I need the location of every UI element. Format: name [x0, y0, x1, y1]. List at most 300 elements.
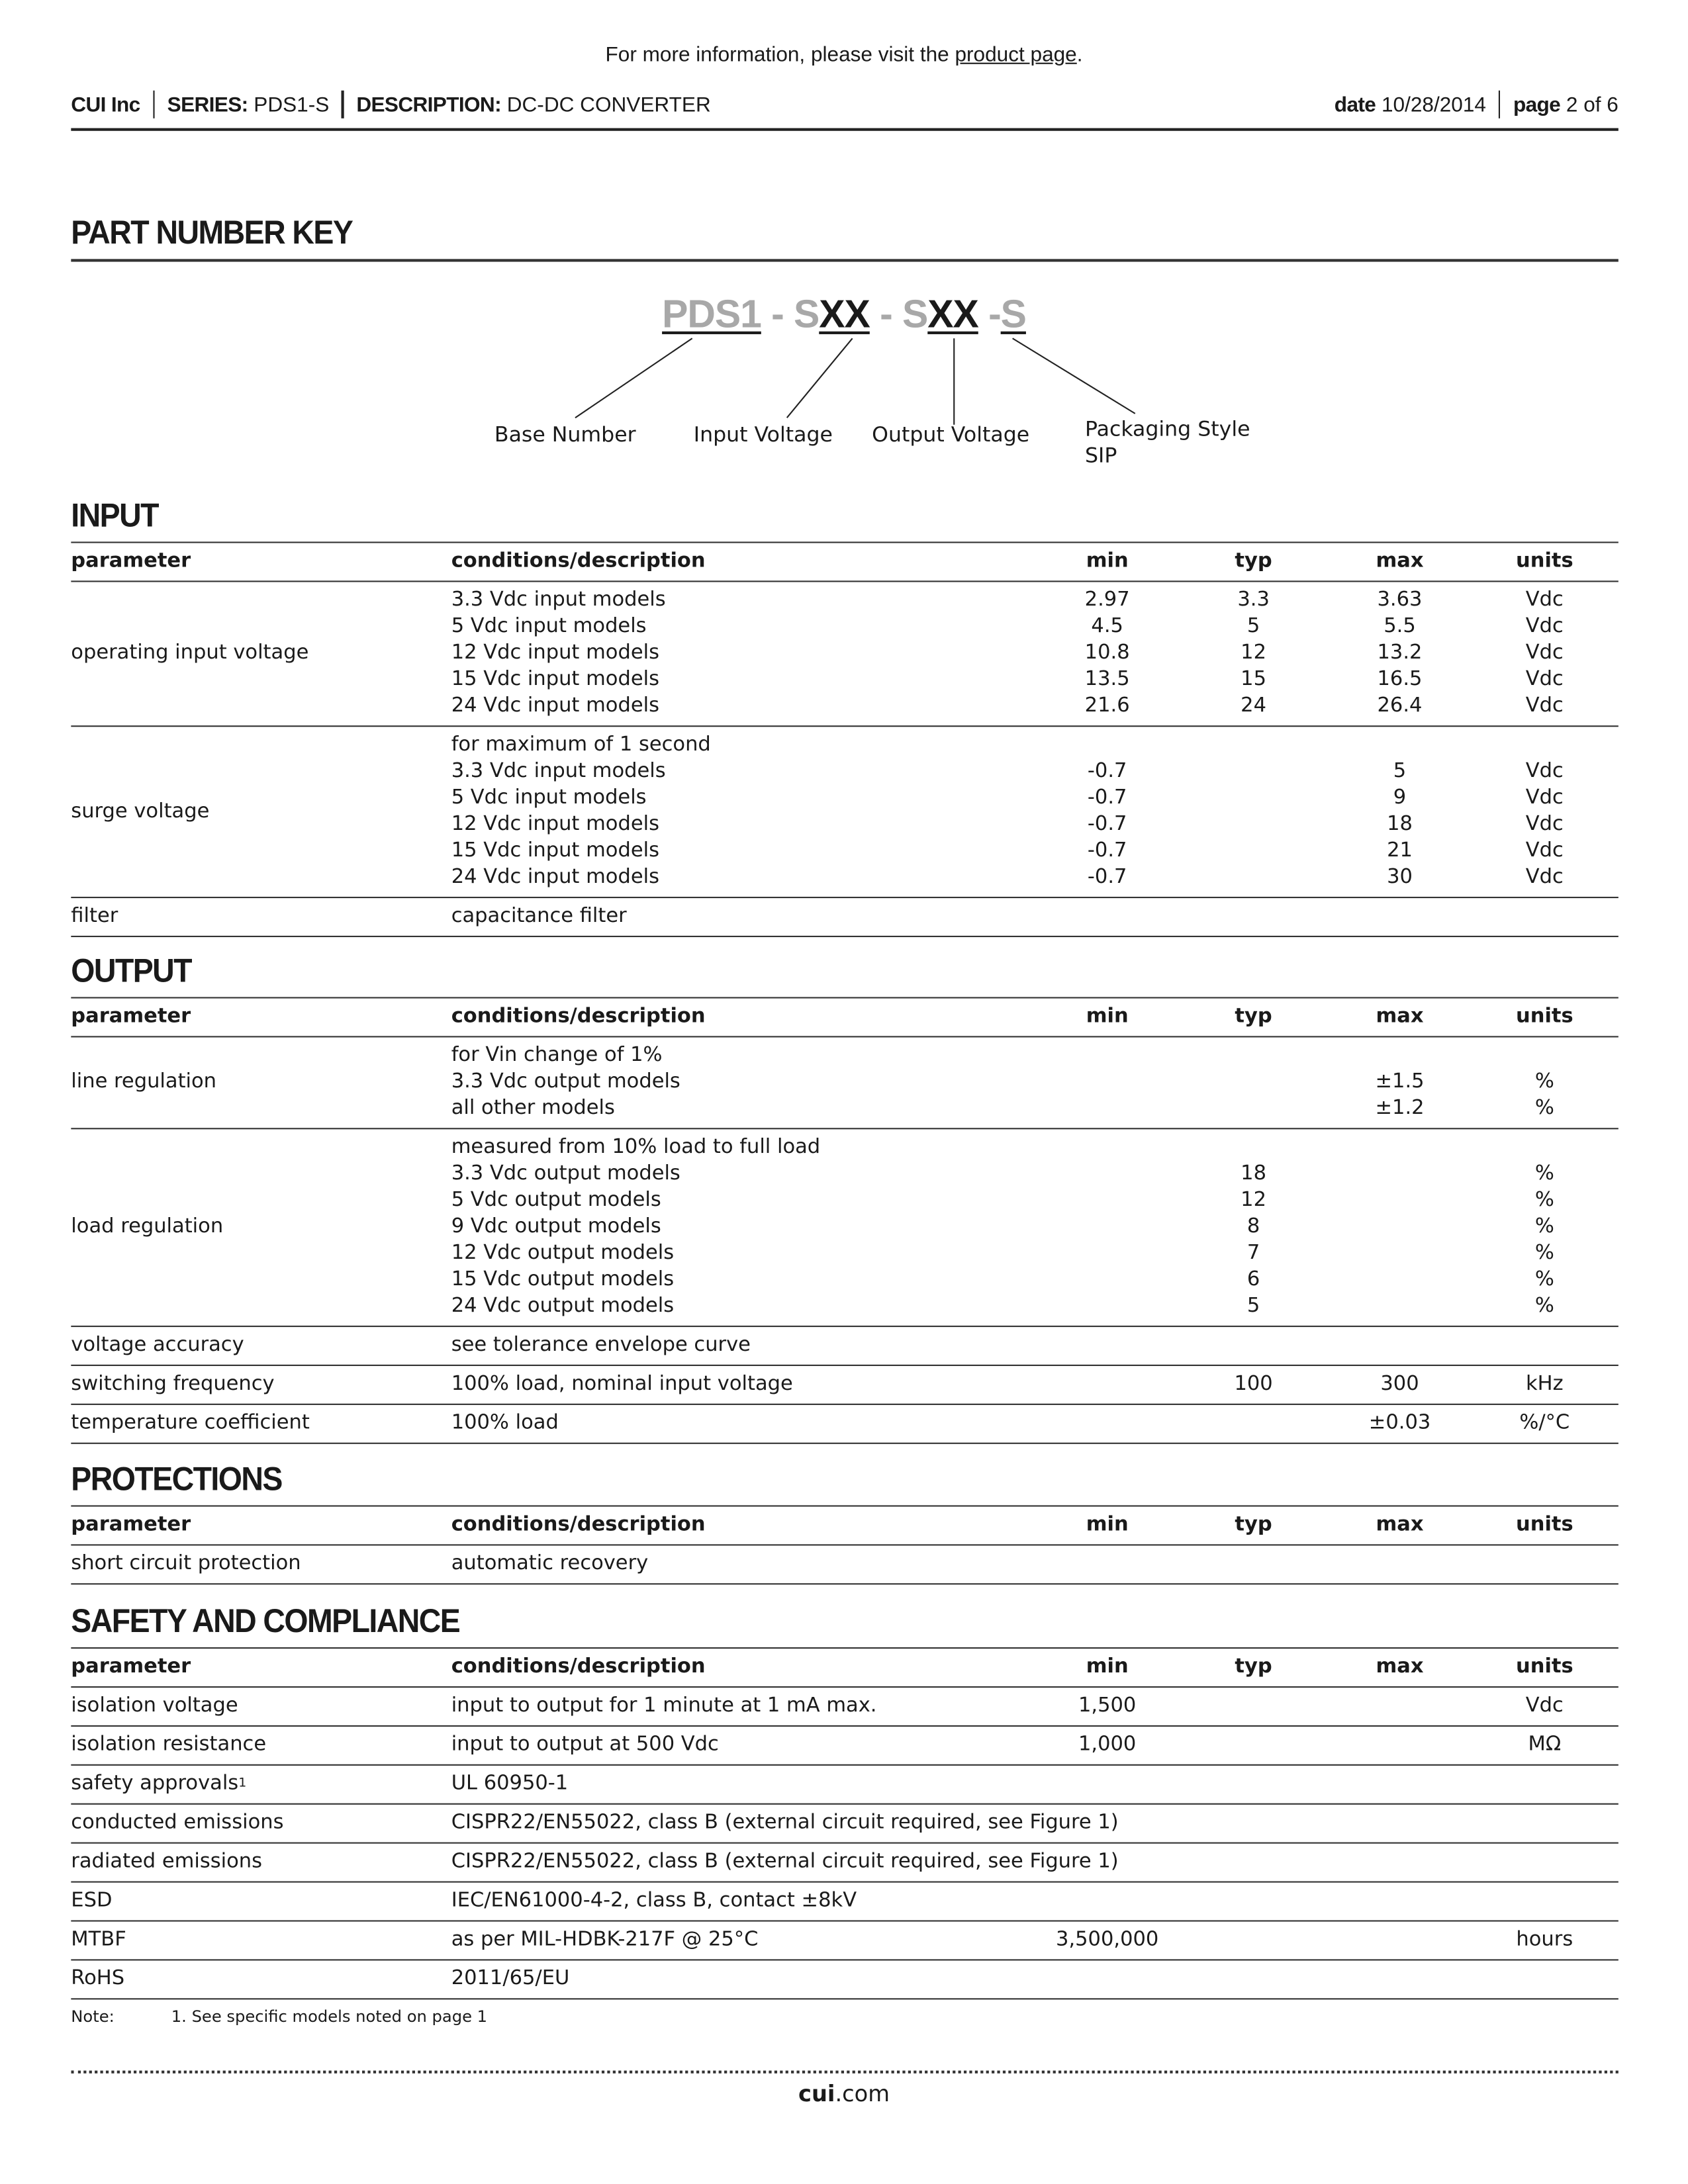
- column-header-conditions: conditions/description: [451, 550, 706, 572]
- cell-typ: [1178, 812, 1329, 839]
- cell-max: 300: [1380, 1373, 1419, 1396]
- condition-line: [451, 786, 1618, 812]
- cell-typ: 5: [1246, 615, 1260, 638]
- pn-input: XX: [819, 292, 870, 336]
- cell-conditions: 5 Vdc input models: [451, 615, 647, 638]
- table-row: [71, 1960, 1618, 1999]
- condition-line: [451, 641, 1618, 667]
- cell-units: [1471, 1888, 1618, 1915]
- cell-typ: [1178, 1096, 1329, 1122]
- row-lines: [451, 1732, 1618, 1758]
- cell-typ: [1178, 1771, 1329, 1797]
- cell-units: Vdc: [1525, 694, 1564, 717]
- cell-conditions: for Vin change of 1%: [451, 1044, 663, 1067]
- cell-min: 4.5: [1091, 615, 1123, 638]
- cell-typ: [1178, 1810, 1329, 1837]
- pn-dash: -: [761, 292, 794, 336]
- cell-typ: [1178, 1966, 1329, 1993]
- table-row: [71, 1883, 1618, 1922]
- footer-com: .com: [835, 2080, 890, 2107]
- cell-conditions: capacitance filter: [451, 905, 627, 928]
- column-header-max: max: [1376, 1655, 1424, 1678]
- cell-typ: [1178, 865, 1329, 891]
- parameter-name: switching frequency: [71, 1373, 275, 1396]
- condition-line: [451, 1161, 1618, 1188]
- cell-units: Vdc: [1525, 760, 1564, 783]
- cell-min: 10.8: [1084, 641, 1130, 664]
- column-header-min: min: [1086, 550, 1129, 572]
- condition-line: [451, 1693, 1618, 1719]
- cell-max: [1329, 1771, 1471, 1797]
- condition-line: [451, 1371, 1618, 1398]
- cell-min: [1036, 903, 1178, 930]
- cell-typ: [1178, 1927, 1329, 1954]
- condition-line: [451, 1927, 1618, 1954]
- row-lines: [451, 1771, 1618, 1797]
- cell-max: 3.63: [1377, 588, 1423, 612]
- cell-min: [1036, 1188, 1178, 1214]
- series-value: PDS1-S: [254, 92, 330, 116]
- cell-min: 3,500,000: [1056, 1929, 1159, 1951]
- leader-line-base: [575, 338, 692, 418]
- parameter-cell: [71, 1410, 451, 1437]
- cell-typ: 100: [1234, 1373, 1273, 1396]
- condition-line: [451, 667, 1618, 694]
- leader-line-input: [787, 338, 853, 418]
- section-title: PROTECTIONS: [71, 1461, 282, 1498]
- cell-min: -0.7: [1087, 866, 1127, 889]
- cell-min: [1036, 1043, 1178, 1069]
- cell-min: -0.7: [1087, 839, 1127, 862]
- cell-units: hours: [1516, 1929, 1573, 1951]
- row-lines: [451, 1410, 1618, 1437]
- parameter-cell: [71, 1849, 451, 1876]
- note: [71, 2007, 487, 2026]
- column-header-parameter: parameter: [71, 1655, 191, 1678]
- description-value: DC-DC CONVERTER: [506, 92, 711, 116]
- cell-max: ±1.2: [1375, 1097, 1425, 1120]
- date-value: 10/28/2014: [1381, 92, 1486, 116]
- condition-line: [451, 839, 1618, 865]
- label-packaging-style: Packaging Style: [1085, 416, 1250, 441]
- row-lines: [451, 1043, 1618, 1122]
- cell-conditions: 3.3 Vdc output models: [451, 1162, 680, 1185]
- table-row: [71, 1727, 1618, 1766]
- cell-min: -0.7: [1087, 786, 1127, 809]
- cell-units: [1471, 1043, 1618, 1069]
- cell-min: 21.6: [1084, 694, 1130, 717]
- column-headers: [451, 1512, 1618, 1539]
- row-lines: [451, 1371, 1618, 1398]
- cell-typ: 5: [1246, 1295, 1260, 1318]
- condition-line: [451, 1069, 1618, 1096]
- cell-typ: 8: [1246, 1215, 1260, 1238]
- cell-max: 13.2: [1377, 641, 1423, 664]
- cell-max: 26.4: [1377, 694, 1423, 717]
- cell-min: [1036, 1551, 1178, 1578]
- table-row: [71, 898, 1618, 937]
- condition-line: [451, 1188, 1618, 1214]
- table-row: [71, 582, 1618, 727]
- cell-conditions: UL 60950-1: [451, 1772, 569, 1796]
- cell-min: 2.97: [1084, 588, 1130, 612]
- product-page-link[interactable]: product page: [955, 43, 1077, 67]
- table-row: [71, 1037, 1618, 1129]
- condition-line: [451, 1135, 1618, 1161]
- cell-max: [1329, 1267, 1471, 1294]
- row-lines: [451, 1810, 1618, 1837]
- column-header-parameter: parameter: [71, 1005, 191, 1028]
- cell-typ: [1178, 1888, 1329, 1915]
- parameter-name: operating input voltage: [71, 641, 309, 664]
- cell-min: [1036, 1241, 1178, 1267]
- pn-dash: -: [869, 292, 902, 336]
- cell-typ: 12: [1241, 1189, 1266, 1212]
- column-header-parameter: parameter: [71, 1514, 191, 1536]
- cell-typ: 15: [1241, 668, 1266, 691]
- cell-units: [1471, 1810, 1618, 1837]
- cell-conditions: CISPR22/EN55022, class B (external circuit required, see Figure 1): [451, 1850, 1119, 1873]
- cell-typ: [1178, 1043, 1329, 1069]
- condition-line: [451, 1267, 1618, 1294]
- condition-line: [451, 812, 1618, 839]
- parameter-cell: [71, 1966, 451, 1993]
- condition-line: [451, 1214, 1618, 1241]
- table-row: [71, 1366, 1618, 1405]
- cell-units: %: [1534, 1295, 1554, 1318]
- section-title: SAFETY AND COMPLIANCE: [71, 1602, 460, 1641]
- parameter-name: short circuit protection: [71, 1552, 301, 1575]
- cell-units: Vdc: [1525, 615, 1564, 638]
- table-row: [71, 1766, 1618, 1805]
- cell-units: Vdc: [1525, 866, 1564, 889]
- cell-min: [1036, 1888, 1178, 1915]
- cell-units: [1471, 903, 1618, 930]
- label-output-voltage: Output Voltage: [872, 422, 1030, 447]
- cell-max: 21: [1387, 839, 1413, 862]
- table-row: [71, 1844, 1618, 1883]
- parameter-cell: [71, 1333, 451, 1359]
- cell-min: [1036, 1267, 1178, 1294]
- cell-conditions: as per MIL-HDBK-217F @ 25°C: [451, 1929, 759, 1951]
- row-lines: [451, 733, 1618, 891]
- cell-max: 5.5: [1383, 615, 1416, 638]
- footer-dotted-rule: [71, 2071, 1618, 2073]
- cell-typ: 18: [1241, 1162, 1266, 1185]
- column-header-typ: typ: [1235, 550, 1272, 572]
- cell-max: [1329, 1241, 1471, 1267]
- leader-line-packaging: [1013, 338, 1135, 414]
- cell-min: [1036, 1810, 1178, 1837]
- cell-min: [1036, 1410, 1178, 1437]
- cell-units: Vdc: [1525, 839, 1564, 862]
- row-lines: [451, 1888, 1618, 1915]
- parameter-cell: [71, 903, 451, 930]
- cell-conditions: 12 Vdc input models: [451, 813, 660, 836]
- cell-typ: 3.3: [1237, 588, 1270, 612]
- page-label: page: [1513, 92, 1561, 116]
- cell-conditions: measured from 10% load to full load: [451, 1136, 821, 1159]
- cell-units: %: [1534, 1097, 1554, 1120]
- condition-line: [451, 614, 1618, 641]
- cell-max: [1329, 1161, 1471, 1188]
- condition-line: [451, 1849, 1618, 1876]
- cell-conditions: 3.3 Vdc input models: [451, 760, 666, 783]
- cell-conditions: 24 Vdc input models: [451, 866, 660, 889]
- cell-units: %: [1534, 1242, 1554, 1265]
- column-header-max: max: [1376, 550, 1424, 572]
- cell-conditions: automatic recovery: [451, 1552, 649, 1575]
- pn-packaging: S: [1000, 292, 1026, 336]
- parameter-name: RoHS: [71, 1967, 125, 1990]
- cell-max: 16.5: [1377, 668, 1423, 691]
- column-header-units: units: [1516, 1514, 1573, 1536]
- cell-max: [1329, 1966, 1471, 1993]
- cell-typ: [1178, 733, 1329, 759]
- condition-line: [451, 588, 1618, 614]
- cell-max: 30: [1387, 866, 1413, 889]
- spec-table: [71, 1647, 1618, 1999]
- condition-line: [451, 1551, 1618, 1578]
- column-headers: [451, 1655, 1618, 1681]
- footer-cui: cui: [798, 2080, 835, 2107]
- cell-min: [1036, 1135, 1178, 1161]
- condition-line: [451, 1333, 1618, 1359]
- cell-typ: 12: [1241, 641, 1266, 664]
- row-lines: [451, 1927, 1618, 1954]
- cell-units: [1471, 1333, 1618, 1359]
- row-lines: [451, 1551, 1618, 1578]
- cell-typ: [1178, 786, 1329, 812]
- cell-units: %: [1534, 1215, 1554, 1238]
- cell-min: [1036, 1333, 1178, 1359]
- cell-max: [1329, 1732, 1471, 1758]
- cell-units: Vdc: [1525, 813, 1564, 836]
- cell-max: [1329, 1810, 1471, 1837]
- parameter-cell: [71, 733, 451, 891]
- label-packaging-sip: SIP: [1085, 443, 1117, 468]
- cell-typ: [1178, 1333, 1329, 1359]
- series-label: SERIES:: [167, 92, 248, 116]
- company-name: CUI Inc: [71, 92, 140, 116]
- cell-units: Vdc: [1525, 588, 1564, 612]
- cell-max: [1329, 1888, 1471, 1915]
- cell-units: %: [1534, 1162, 1554, 1185]
- parameter-name: surge voltage: [71, 799, 210, 823]
- cell-typ: [1178, 1135, 1329, 1161]
- cell-units: %/°C: [1519, 1412, 1570, 1435]
- parameter-name: voltage accuracy: [71, 1334, 244, 1357]
- cell-units: Vdc: [1525, 668, 1564, 691]
- cell-max: ±1.5: [1375, 1070, 1425, 1093]
- column-header-units: units: [1516, 550, 1573, 572]
- parameter-name: MTBF: [71, 1929, 126, 1951]
- parameter-name: safety approvals: [71, 1772, 239, 1796]
- parameter-cell: [71, 1927, 451, 1954]
- cell-typ: [1178, 1849, 1329, 1876]
- cell-typ: [1178, 759, 1329, 786]
- cell-max: [1329, 1693, 1471, 1719]
- column-headers: [451, 549, 1618, 575]
- cell-max: [1329, 1135, 1471, 1161]
- parameter-name: filter: [71, 905, 118, 928]
- cell-max: [1329, 1294, 1471, 1320]
- condition-line: [451, 1043, 1618, 1069]
- condition-line: [451, 1810, 1618, 1837]
- cell-max: [1329, 1927, 1471, 1954]
- cell-units: %: [1534, 1070, 1554, 1093]
- cell-units: Vdc: [1525, 1694, 1564, 1717]
- cell-min: 13.5: [1084, 668, 1130, 691]
- cell-typ: [1178, 1732, 1329, 1758]
- cell-min: -0.7: [1087, 760, 1127, 783]
- cell-max: [1329, 903, 1471, 930]
- label-input-voltage: Input Voltage: [693, 422, 833, 447]
- row-lines: [451, 1333, 1618, 1359]
- column-header-typ: typ: [1235, 1655, 1272, 1678]
- info-end: .: [1076, 43, 1083, 67]
- table-header-row: [71, 1507, 1618, 1546]
- pn-output: XX: [927, 292, 978, 336]
- row-lines: [451, 1966, 1618, 1993]
- table-row: [71, 1327, 1618, 1366]
- table-row: [71, 1405, 1618, 1444]
- table-row: [71, 1688, 1618, 1727]
- label-base-number: Base Number: [494, 422, 636, 447]
- condition-line: [451, 694, 1618, 720]
- cell-max: 5: [1393, 760, 1407, 783]
- row-lines: [451, 903, 1618, 930]
- column-header-conditions: conditions/description: [451, 1655, 706, 1678]
- parameter-name: temperature coefficient: [71, 1412, 310, 1435]
- cell-max: [1329, 1188, 1471, 1214]
- cell-max: 9: [1393, 786, 1407, 809]
- pn-s: S: [902, 292, 928, 336]
- condition-line: [451, 1771, 1618, 1797]
- cell-conditions: see tolerance envelope curve: [451, 1334, 751, 1357]
- cell-units: %: [1534, 1189, 1554, 1212]
- table-row: [71, 727, 1618, 898]
- condition-line: [451, 1410, 1618, 1437]
- cell-units: Vdc: [1525, 641, 1564, 664]
- part-number-leader-lines: [0, 0, 1688, 473]
- cell-min: 1,000: [1078, 1733, 1137, 1756]
- cell-conditions: 15 Vdc input models: [451, 668, 660, 691]
- cell-typ: 6: [1246, 1268, 1260, 1291]
- parameter-name: ESD: [71, 1889, 113, 1912]
- note-label: Note:: [71, 2006, 115, 2026]
- column-headers: [451, 1004, 1618, 1030]
- parameter-cell: [71, 1371, 451, 1398]
- cell-min: [1036, 1069, 1178, 1096]
- cell-min: [1036, 1294, 1178, 1320]
- condition-line: [451, 733, 1618, 759]
- parameter-name: isolation voltage: [71, 1694, 238, 1717]
- parameter-cell: [71, 588, 451, 720]
- cell-units: [1471, 1966, 1618, 1993]
- cell-units: [1471, 1849, 1618, 1876]
- parameter-name: radiated emissions: [71, 1850, 263, 1873]
- cell-units: [1471, 1135, 1618, 1161]
- column-header-max: max: [1376, 1005, 1424, 1028]
- cell-conditions: 5 Vdc input models: [451, 786, 647, 809]
- table-header-row: [71, 1649, 1618, 1688]
- cell-typ: [1178, 1693, 1329, 1719]
- parameter-name: conducted emissions: [71, 1811, 284, 1834]
- parameter-name: isolation resistance: [71, 1733, 267, 1756]
- parameter-cell: [71, 1135, 451, 1320]
- parameter-cell: [71, 1810, 451, 1837]
- column-header-min: min: [1086, 1514, 1129, 1536]
- spec-table: [71, 997, 1618, 1443]
- cell-min: 1,500: [1078, 1694, 1137, 1717]
- row-lines: [451, 588, 1618, 720]
- footer-website[interactable]: [0, 2080, 1688, 2107]
- cell-units: kHz: [1525, 1373, 1564, 1396]
- cell-max: [1329, 1551, 1471, 1578]
- cell-conditions: input to output for 1 minute at 1 mA max.: [451, 1694, 877, 1717]
- footnote-marker: 1: [238, 1776, 247, 1791]
- parameter-cell: [71, 1888, 451, 1915]
- cell-conditions: 9 Vdc output models: [451, 1215, 661, 1238]
- cell-units: [1471, 733, 1618, 759]
- cell-conditions: CISPR22/EN55022, class B (external circuit required, see Figure 1): [451, 1811, 1119, 1834]
- column-header-min: min: [1086, 1005, 1129, 1028]
- date-label: date: [1334, 92, 1376, 116]
- table-row: [71, 1805, 1618, 1844]
- row-lines: [451, 1849, 1618, 1876]
- table-row: [71, 1129, 1618, 1327]
- page-value: 2 of 6: [1566, 92, 1618, 116]
- condition-line: [451, 1241, 1618, 1267]
- cell-typ: [1178, 903, 1329, 930]
- column-header-parameter: parameter: [71, 550, 191, 572]
- cell-max: [1329, 733, 1471, 759]
- info-text: For more information, please visit the: [605, 43, 955, 67]
- column-header-min: min: [1086, 1655, 1129, 1678]
- cell-units: %: [1534, 1268, 1554, 1291]
- cell-min: [1036, 1966, 1178, 1993]
- cell-typ: 24: [1241, 694, 1266, 717]
- condition-line: [451, 1294, 1618, 1320]
- parameter-cell: [71, 1693, 451, 1719]
- table-row: [71, 1545, 1618, 1584]
- cell-typ: [1178, 1410, 1329, 1437]
- cell-conditions: 3.3 Vdc output models: [451, 1070, 680, 1093]
- condition-line: [451, 903, 1618, 930]
- cell-conditions: 12 Vdc output models: [451, 1242, 675, 1265]
- cell-conditions: IEC/EN61000-4-2, class B, contact ±8kV: [451, 1889, 857, 1912]
- cell-conditions: 24 Vdc output models: [451, 1295, 675, 1318]
- spec-table: [71, 1505, 1618, 1584]
- cell-max: ±0.03: [1368, 1412, 1431, 1435]
- cell-conditions: 100% load: [451, 1412, 559, 1435]
- cell-conditions: 100% load, nominal input voltage: [451, 1373, 793, 1396]
- cell-min: [1036, 1771, 1178, 1797]
- cell-min: [1036, 1371, 1178, 1398]
- cell-typ: [1178, 1069, 1329, 1096]
- cell-min: [1036, 1161, 1178, 1188]
- condition-line: [451, 1732, 1618, 1758]
- cell-conditions: input to output at 500 Vdc: [451, 1733, 719, 1756]
- spec-table: [71, 541, 1618, 937]
- column-header-units: units: [1516, 1655, 1573, 1678]
- pn-dash: -: [978, 292, 1001, 336]
- cell-conditions: 5 Vdc output models: [451, 1189, 661, 1212]
- pn-s: S: [794, 292, 820, 336]
- condition-line: [451, 1888, 1618, 1915]
- section-title: OUTPUT: [71, 952, 192, 990]
